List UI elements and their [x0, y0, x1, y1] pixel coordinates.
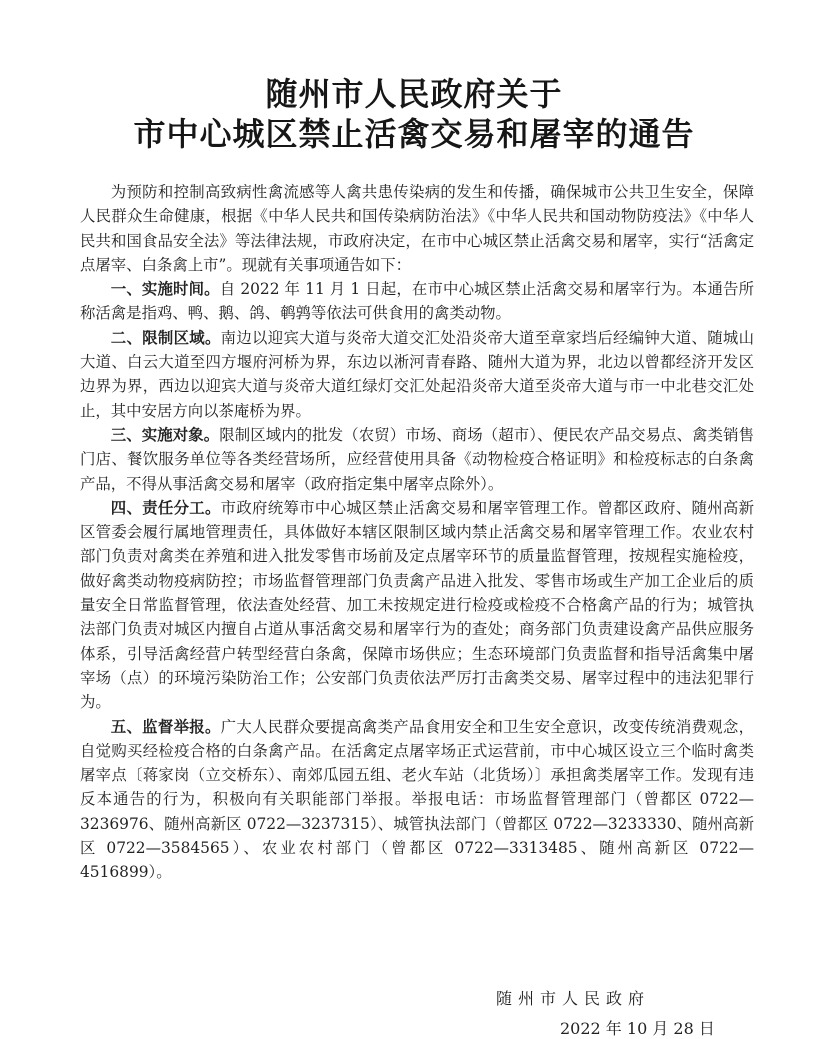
section-restricted-area [80, 326, 754, 423]
section-heading: 一、实施时间。 [110, 280, 220, 299]
document-title-line-2: 市中心城区禁止活禽交易和屠宰的通告 [133, 115, 695, 153]
section-implementation-time [80, 277, 754, 326]
section-heading: 五、监督举报。 [110, 717, 221, 736]
section-responsibilities [80, 496, 754, 715]
section-heading: 三、实施对象。 [110, 425, 220, 444]
document-body [80, 180, 754, 885]
section-text: 南边以迎宾大道与炎帝大道交汇处沿炎帝大道至章家垱后经编钟大道、随城山大道、白云大道至四方堰府河桥为界，东边以淅河青春路、随州大道为界，北边以曾都经济开发区边界为界，西边以迎宾大道与炎帝大道红绿灯交汇处起沿炎帝大道至炎帝大道与市一中北巷交汇处止，其中安居方向以茶庵桥为界。 [80, 328, 754, 420]
section-text: 市政府统筹市中心城区禁止活禽交易和屠宰管理工作。曾都区政府、随州高新区管委会履行属地管理责任，具体做好本辖区限制区域内禁止活禽交易和屠宰管理工作。农业农村部门负责对禽类在养殖和进入批发零售市场前及定点屠宰环节的质量监督管理，按规程实施检疫，做好禽类动物疫病防控；市场监督管理部门负责禽产品进入批发、零售市场或生产加工企业后的质量安全日常监督管理，依法查处经营、加工未按规定进行检疫或检疫不合格禽产品的行为；城管执法部门负责对城区内擅自占道从事活禽交易和屠宰行为的查处；商务部门负责建设禽产品供应服务体系，引导活禽经营户转型经营白条禽，保障市场供应；生态环境部门负责监督和指导活禽集中屠宰场（点）的环境污染防治工作；公安部门负责依法严厉打击禽类交易、屠宰过程中的违法犯罪行为。 [80, 498, 754, 712]
section-target-objects [80, 423, 754, 496]
section-text: 广大人民群众要提高禽类产品食用安全和卫生安全意识，改变传统消费观念，自觉购买经检疫合格的白条禽产品。在活禽定点屠宰场正式运营前，市中心城区设立三个临时禽类屠宰点〔蒋家岗（立交桥东）、南郊瓜园五组、老火车站（北货场）〕承担禽类屠宰工作。发现有违反本通告的行为，积极向有关职能部门举报。举报电话：市场监督管理部门（曾都区 0722—3236976、随州高新区 0722—3237315）、城管执法部门（曾都区 0722—3233330、随州高新区 0722—3584565）、农业农村部门（曾都区 0722—3313485、随州高新区 0722—4516899）。 [80, 717, 754, 882]
document-title-line-1: 随州市人民政府关于 [265, 75, 563, 113]
section-text: 自 2022 年 11 月 1 日起，在市中心城区禁止活禽交易和屠宰行为。本通告所称活禽是指鸡、鸭、鹅、鸽、鹌鹑等依法可供食用的禽类动物。 [80, 280, 754, 323]
section-supervision-reporting [80, 715, 754, 885]
intro-paragraph: 为预防和控制高致病性禽流感等人禽共患传染病的发生和传播，确保城市公共卫生安全，保障人民群众生命健康，根据《中华人民共和国传染病防治法》《中华人民共和国动物防疫法》《中华人民共和国食品安全法》等法律法规，市政府决定，在市中心城区禁止活禽交易和屠宰，实行“活禽定点屠宰、白条禽上市”。现就有关事项通告如下： [80, 183, 754, 274]
section-text: 限制区域内的批发（农贸）市场、商场（超市）、便民农产品交易点、禽类销售门店、餐饮服务单位等各类经营场所，应经营使用具备《动物检疫合格证明》和检疫标志的白条禽产品，不得从事活禽交易和屠宰（政府指定集中屠宰点除外）。 [80, 425, 754, 493]
signature-organization: 随州市人民政府 [496, 989, 651, 1008]
section-heading: 二、限制区域。 [110, 328, 221, 347]
section-heading: 四、责任分工。 [110, 498, 221, 517]
signature-date: 2022 年 10 月 28 日 [560, 1019, 715, 1038]
